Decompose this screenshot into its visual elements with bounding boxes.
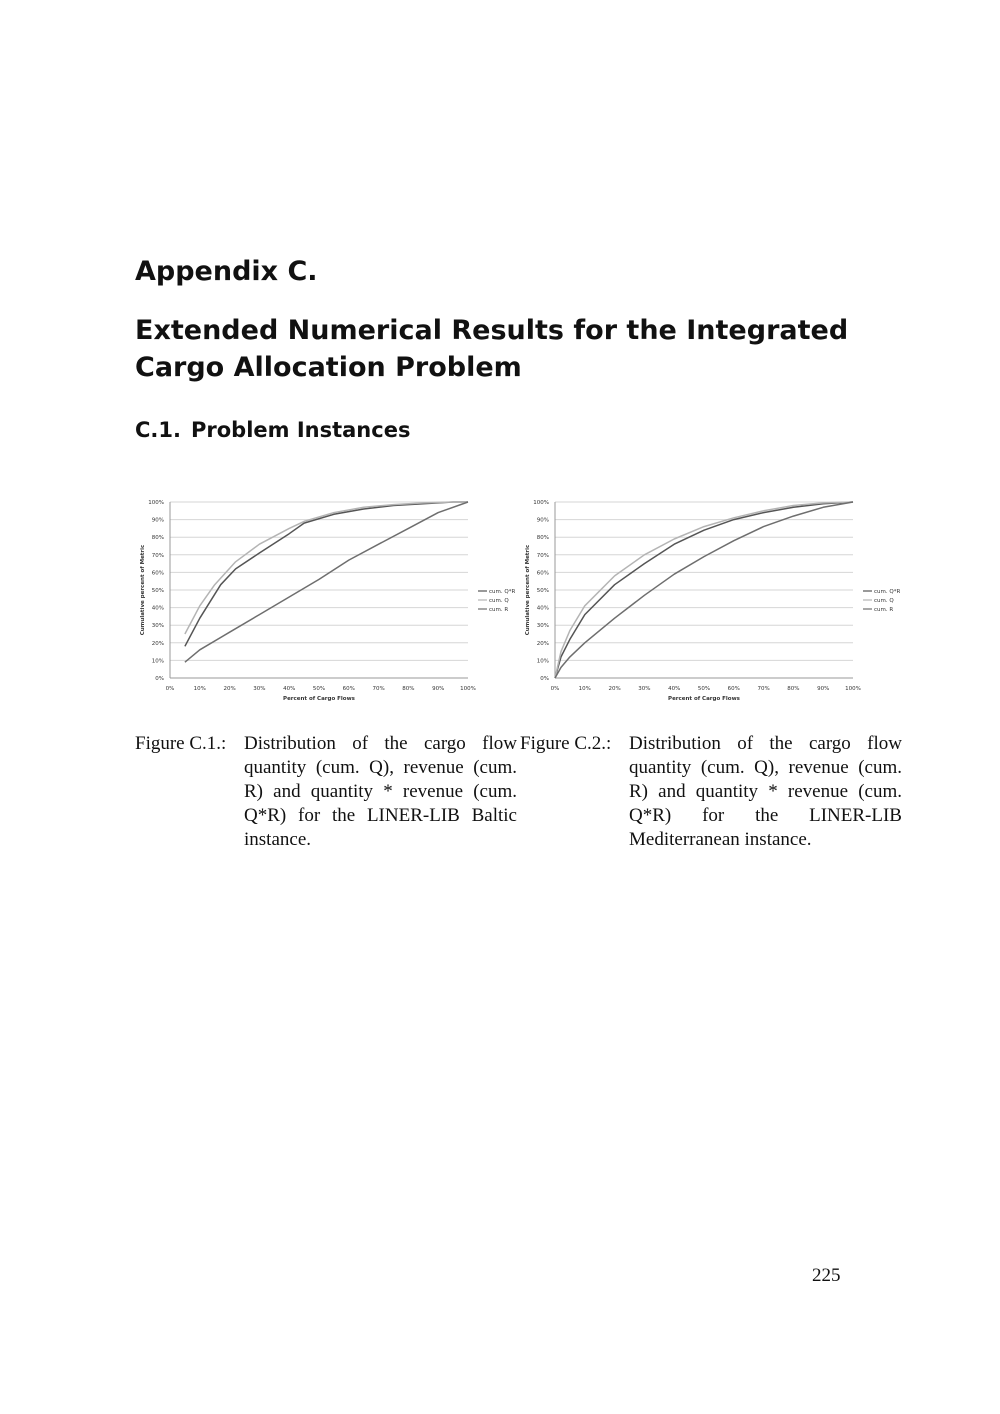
y-tick-label: 0% (540, 676, 549, 682)
x-axis-title: Percent of Cargo Flows (283, 696, 355, 702)
section-heading (135, 418, 410, 442)
y-tick-label: 40% (536, 605, 549, 612)
series-line (185, 502, 468, 662)
x-tick-label: 80% (402, 686, 415, 692)
y-tick-label: 30% (151, 623, 164, 630)
x-tick-label: 30% (253, 686, 266, 692)
x-tick-label: 60% (727, 686, 740, 692)
legend-label: cum. Q*R (489, 589, 515, 595)
x-tick-label: 70% (372, 686, 385, 692)
x-tick-label: 60% (342, 686, 355, 692)
y-tick-label: 30% (536, 623, 549, 630)
x-tick-label: 50% (312, 686, 326, 692)
x-axis-title: Percent of Cargo Flows (668, 696, 740, 702)
y-tick-label: 40% (151, 605, 164, 612)
figure-c1-chart-svg (135, 492, 515, 704)
x-tick-label: 70% (757, 686, 770, 692)
y-tick-label: 100% (533, 500, 549, 506)
legend-label: cum. Q*R (874, 589, 900, 595)
y-tick-label: 100% (148, 500, 164, 506)
y-tick-label: 50% (536, 588, 549, 594)
series-line (185, 502, 468, 634)
x-tick-label: 0% (550, 686, 560, 692)
section-number: C.1. (135, 418, 181, 442)
x-tick-label: 10% (578, 686, 591, 692)
x-tick-label: 50% (697, 686, 711, 692)
y-tick-label: 80% (151, 535, 164, 542)
y-tick-label: 10% (151, 658, 164, 665)
legend-label: cum. Q (489, 598, 509, 604)
page-number: 225 (812, 1265, 841, 1286)
y-tick-label: 70% (151, 552, 164, 559)
figure-c1-caption-label: Figure C.1.: (135, 733, 227, 754)
legend-label: cum. R (874, 607, 894, 613)
x-tick-label: 30% (638, 686, 651, 692)
legend-label: cum. R (489, 607, 509, 613)
x-tick-label: 0% (165, 686, 175, 692)
y-tick-label: 10% (536, 658, 549, 665)
x-tick-label: 100% (460, 686, 476, 692)
y-tick-label: 50% (151, 588, 164, 594)
x-tick-label: 90% (432, 686, 445, 692)
figure-c2-caption-text: Distribution of the cargo flow quantity (cum. Q), revenue (cum. R) and quantity * revenue (cum. Q*R) for the LINER-LIB Mediterranean instance. (629, 733, 902, 850)
x-tick-label: 20% (608, 686, 621, 692)
figure-c2-caption-label: Figure C.2.: (520, 733, 612, 754)
figure-c2-chart (520, 492, 900, 704)
x-tick-label: 20% (223, 686, 236, 692)
chapter-title: Extended Numerical Results for the Integrated Cargo Allocation Problem (135, 315, 849, 383)
section-title: Problem Instances (190, 418, 411, 442)
y-tick-label: 90% (151, 517, 164, 524)
x-tick-label: 10% (193, 686, 206, 692)
y-tick-label: 0% (155, 676, 164, 682)
x-tick-label: 80% (787, 686, 800, 692)
chapter-label: Appendix C. (135, 256, 318, 287)
y-axis-title: Cumulative percent of Metric (140, 544, 146, 636)
y-tick-label: 80% (536, 535, 549, 542)
legend-label: cum. Q (874, 598, 894, 604)
y-tick-label: 70% (536, 552, 549, 559)
y-tick-label: 20% (151, 640, 164, 647)
x-tick-label: 90% (817, 686, 830, 692)
figure-c2-chart-svg (520, 492, 900, 704)
y-axis-title: Cumulative percent of Metric (525, 544, 531, 636)
x-tick-label: 40% (283, 686, 296, 692)
figure-c1-caption-text: Distribution of the cargo flow quantity (cum. Q), revenue (cum. R) and quantity * revenue (cum. Q*R) for the LINER-LIB Baltic instance. (244, 733, 517, 850)
y-tick-label: 20% (536, 640, 549, 647)
x-tick-label: 40% (668, 686, 681, 692)
y-tick-label: 60% (536, 570, 549, 577)
figure-c1-chart (135, 492, 515, 704)
y-tick-label: 90% (536, 517, 549, 524)
x-tick-label: 100% (845, 686, 861, 692)
y-tick-label: 60% (151, 570, 164, 577)
